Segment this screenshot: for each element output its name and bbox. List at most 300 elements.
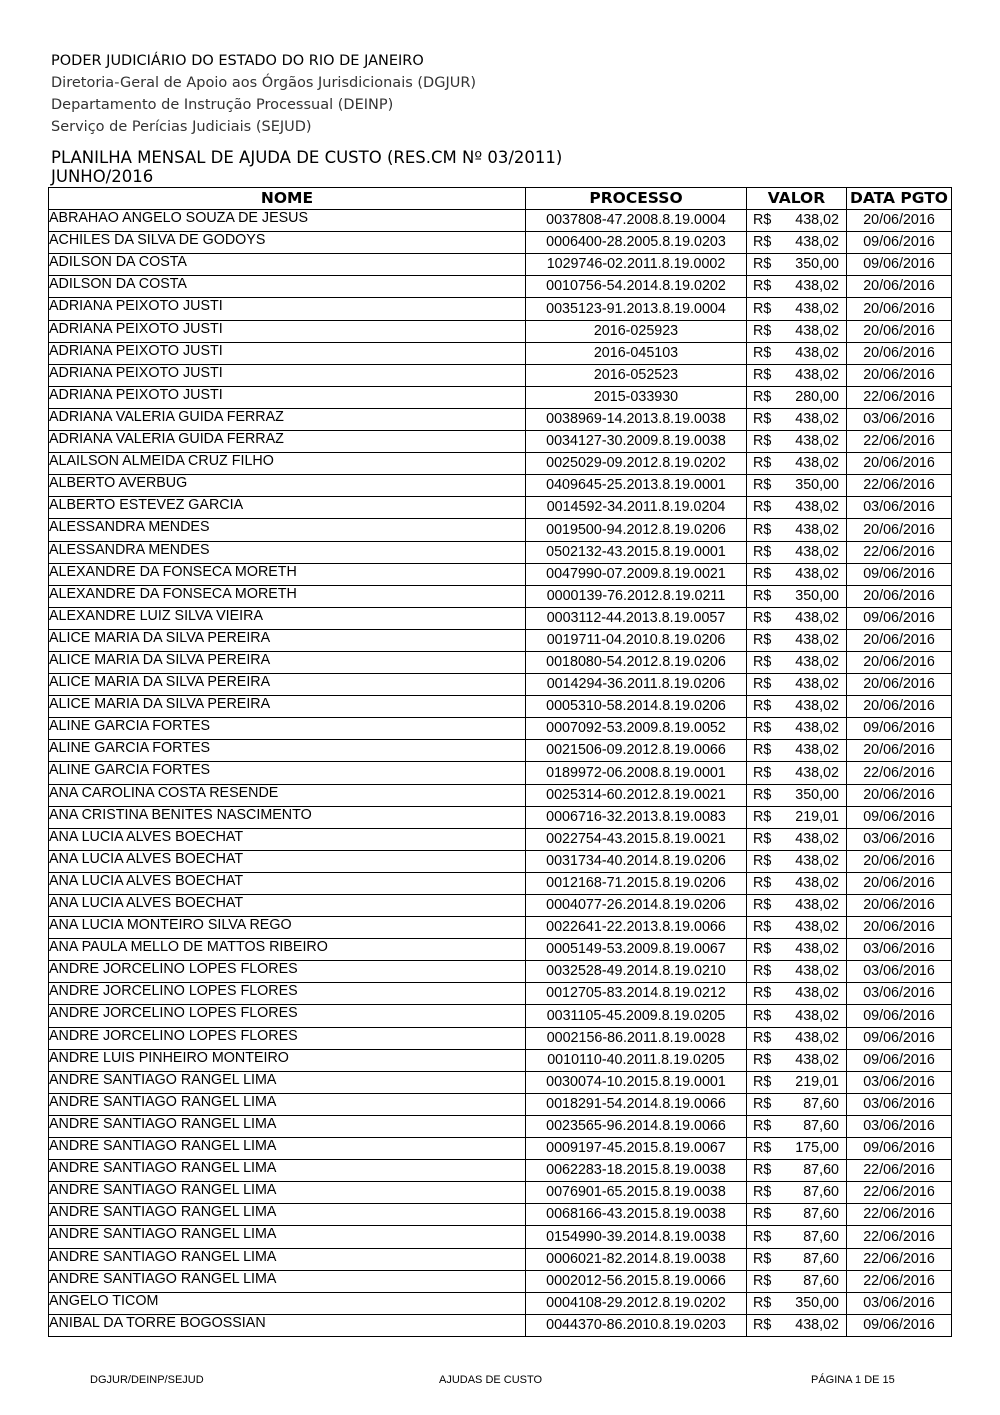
cell-nome: ADRIANA PEIXOTO JUSTI: [49, 364, 526, 386]
cell-data-pgto: 09/06/2016: [847, 1005, 952, 1027]
cell-valor: [747, 983, 847, 1005]
amount-value: 438,02: [795, 411, 839, 428]
amount-value: 350,00: [795, 786, 839, 803]
cell-data-pgto: 22/06/2016: [847, 1204, 952, 1226]
cell-processo: 0004077-26.2014.8.19.0206: [526, 895, 747, 917]
amount-value: 438,02: [795, 234, 839, 251]
table-row: [49, 1093, 952, 1115]
page-title: PLANILHA MENSAL DE AJUDA DE CUSTO (RES.CM Nº 03/2011): [51, 148, 563, 167]
currency-symbol: R$: [753, 698, 772, 715]
currency-symbol: R$: [753, 1206, 772, 1223]
cell-nome: ACHILES DA SILVA DE GODOYS: [49, 232, 526, 254]
cell-valor: [747, 1270, 847, 1292]
amount-value: 438,02: [795, 764, 839, 781]
cell-processo: 2016-052523: [526, 364, 747, 386]
cell-data-pgto: 20/06/2016: [847, 320, 952, 342]
cell-nome: ANDRE SANTIAGO RANGEL LIMA: [49, 1226, 526, 1248]
cell-data-pgto: 22/06/2016: [847, 762, 952, 784]
cell-processo: 0047990-07.2009.8.19.0021: [526, 563, 747, 585]
amount-value: 438,02: [795, 322, 839, 339]
table-row: [49, 386, 952, 408]
cell-valor: [747, 607, 847, 629]
cell-valor: [747, 895, 847, 917]
cell-nome: ANDRE SANTIAGO RANGEL LIMA: [49, 1071, 526, 1093]
table-row: [49, 762, 952, 784]
cell-data-pgto: 20/06/2016: [847, 298, 952, 320]
currency-symbol: R$: [753, 1007, 772, 1024]
cell-data-pgto: 20/06/2016: [847, 696, 952, 718]
cell-processo: 0019500-94.2012.8.19.0206: [526, 519, 747, 541]
col-header-processo: PROCESSO: [526, 188, 747, 210]
cell-processo: 0002156-86.2011.8.19.0028: [526, 1027, 747, 1049]
cell-processo: 0006400-28.2005.8.19.0203: [526, 232, 747, 254]
table-row: [49, 784, 952, 806]
cell-valor: [747, 210, 847, 232]
amount-value: 438,02: [795, 1051, 839, 1068]
cell-data-pgto: 20/06/2016: [847, 519, 952, 541]
currency-symbol: R$: [753, 1316, 772, 1333]
cell-nome: ANA LUCIA ALVES BOECHAT: [49, 850, 526, 872]
table-row: [49, 1027, 952, 1049]
currency-symbol: R$: [753, 1073, 772, 1090]
currency-symbol: R$: [753, 1029, 772, 1046]
amount-value: 87,60: [803, 1162, 839, 1179]
table-row: [49, 895, 952, 917]
cell-processo: 0035123-91.2013.8.19.0004: [526, 298, 747, 320]
currency-symbol: R$: [753, 455, 772, 472]
currency-symbol: R$: [753, 676, 772, 693]
cell-processo: 0032528-49.2014.8.19.0210: [526, 961, 747, 983]
cell-nome: ALBERTO AVERBUG: [49, 475, 526, 497]
cell-data-pgto: 03/06/2016: [847, 961, 952, 983]
cell-valor: [747, 651, 847, 673]
cell-data-pgto: 22/06/2016: [847, 1182, 952, 1204]
table-row: [49, 276, 952, 298]
cell-nome: ANA LUCIA ALVES BOECHAT: [49, 872, 526, 894]
cell-processo: 2015-033930: [526, 386, 747, 408]
cell-valor: [747, 872, 847, 894]
cell-processo: 0023565-96.2014.8.19.0066: [526, 1115, 747, 1137]
amount-value: 438,02: [795, 919, 839, 936]
cell-nome: ANA CAROLINA COSTA RESENDE: [49, 784, 526, 806]
currency-symbol: R$: [753, 764, 772, 781]
cell-valor: [747, 232, 847, 254]
amount-value: 438,02: [795, 654, 839, 671]
cell-nome: ANGELO TICOM: [49, 1292, 526, 1314]
amount-value: 87,60: [803, 1184, 839, 1201]
cell-data-pgto: 20/06/2016: [847, 210, 952, 232]
cell-valor: [747, 563, 847, 585]
cell-data-pgto: 03/06/2016: [847, 1292, 952, 1314]
table-row: [49, 917, 952, 939]
cell-processo: 0007092-53.2009.8.19.0052: [526, 718, 747, 740]
cell-valor: [747, 1027, 847, 1049]
cell-data-pgto: 09/06/2016: [847, 806, 952, 828]
currency-symbol: R$: [753, 499, 772, 516]
currency-symbol: R$: [753, 1140, 772, 1157]
amount-value: 87,60: [803, 1250, 839, 1267]
amount-value: 280,00: [795, 388, 839, 405]
cell-data-pgto: 03/06/2016: [847, 1115, 952, 1137]
footer-page-number: PÁGINA 1 DE 15: [811, 1374, 895, 1386]
cell-nome: ADRIANA PEIXOTO JUSTI: [49, 298, 526, 320]
cell-processo: 0004108-29.2012.8.19.0202: [526, 1292, 747, 1314]
cell-processo: 0018080-54.2012.8.19.0206: [526, 651, 747, 673]
cell-data-pgto: 22/06/2016: [847, 1248, 952, 1270]
amount-value: 438,02: [795, 455, 839, 472]
amount-value: 438,02: [795, 499, 839, 516]
amount-value: 438,02: [795, 344, 839, 361]
table-row: [49, 806, 952, 828]
cell-nome: ADILSON DA COSTA: [49, 254, 526, 276]
amount-value: 438,02: [795, 720, 839, 737]
cell-processo: 0010110-40.2011.8.19.0205: [526, 1049, 747, 1071]
amount-value: 350,00: [795, 256, 839, 273]
table-row: [49, 254, 952, 276]
cell-nome: ANDRE LUIS PINHEIRO MONTEIRO: [49, 1049, 526, 1071]
table-row: [49, 298, 952, 320]
currency-symbol: R$: [753, 411, 772, 428]
cell-data-pgto: 09/06/2016: [847, 1138, 952, 1160]
currency-symbol: R$: [753, 1184, 772, 1201]
cell-nome: ANDRE SANTIAGO RANGEL LIMA: [49, 1138, 526, 1160]
currency-symbol: R$: [753, 808, 772, 825]
currency-symbol: R$: [753, 433, 772, 450]
cell-processo: 0003112-44.2013.8.19.0057: [526, 607, 747, 629]
cell-valor: [747, 696, 847, 718]
cell-valor: [747, 1226, 847, 1248]
table-row: [49, 1160, 952, 1182]
cell-valor: [747, 1093, 847, 1115]
cell-nome: ADRIANA VALERIA GUIDA FERRAZ: [49, 431, 526, 453]
cell-data-pgto: 20/06/2016: [847, 917, 952, 939]
cell-data-pgto: 20/06/2016: [847, 364, 952, 386]
amount-value: 350,00: [795, 587, 839, 604]
cell-valor: [747, 1160, 847, 1182]
table-row: [49, 519, 952, 541]
amount-value: 438,02: [795, 742, 839, 759]
col-header-nome: NOME: [49, 188, 526, 210]
currency-symbol: R$: [753, 388, 772, 405]
header-directorate: Diretoria-Geral de Apoio aos Órgãos Jurisdicionais (DGJUR): [51, 75, 477, 91]
cell-processo: 0022754-43.2015.8.19.0021: [526, 828, 747, 850]
currency-symbol: R$: [753, 477, 772, 494]
table-row: [49, 1005, 952, 1027]
currency-symbol: R$: [753, 609, 772, 626]
cell-processo: 0006716-32.2013.8.19.0083: [526, 806, 747, 828]
currency-symbol: R$: [753, 1118, 772, 1135]
cell-valor: [747, 364, 847, 386]
cell-processo: 0409645-25.2013.8.19.0001: [526, 475, 747, 497]
cell-valor: [747, 850, 847, 872]
cell-nome: ANDRE SANTIAGO RANGEL LIMA: [49, 1182, 526, 1204]
cell-processo: 0022641-22.2013.8.19.0066: [526, 917, 747, 939]
cell-processo: 0031105-45.2009.8.19.0205: [526, 1005, 747, 1027]
amount-value: 438,02: [795, 609, 839, 626]
currency-symbol: R$: [753, 742, 772, 759]
cell-data-pgto: 20/06/2016: [847, 629, 952, 651]
currency-symbol: R$: [753, 852, 772, 869]
cell-processo: 0154990-39.2014.8.19.0038: [526, 1226, 747, 1248]
cell-valor: [747, 740, 847, 762]
table-row: [49, 1226, 952, 1248]
table-row: [49, 850, 952, 872]
amount-value: 87,60: [803, 1095, 839, 1112]
table-row: [49, 939, 952, 961]
cell-processo: 0014294-36.2011.8.19.0206: [526, 674, 747, 696]
cell-nome: ALEXANDRE DA FONSECA MORETH: [49, 585, 526, 607]
cell-processo: 0189972-06.2008.8.19.0001: [526, 762, 747, 784]
table-header-row: [49, 188, 952, 210]
cell-processo: 0010756-54.2014.8.19.0202: [526, 276, 747, 298]
amount-value: 438,02: [795, 676, 839, 693]
cell-data-pgto: 22/06/2016: [847, 1270, 952, 1292]
cell-processo: 0021506-09.2012.8.19.0066: [526, 740, 747, 762]
table-row: [49, 872, 952, 894]
table-row: [49, 563, 952, 585]
cell-processo: 0019711-04.2010.8.19.0206: [526, 629, 747, 651]
footer-center: AJUDAS DE CUSTO: [439, 1374, 543, 1386]
footer-left: DGJUR/DEINP/SEJUD: [90, 1374, 204, 1386]
table-row: [49, 718, 952, 740]
cell-valor: [747, 585, 847, 607]
cell-nome: ALICE MARIA DA SILVA PEREIRA: [49, 674, 526, 696]
currency-symbol: R$: [753, 1250, 772, 1267]
cell-data-pgto: 20/06/2016: [847, 276, 952, 298]
cell-data-pgto: 09/06/2016: [847, 1314, 952, 1336]
amount-value: 438,02: [795, 897, 839, 914]
cell-valor: [747, 254, 847, 276]
cell-processo: 0062283-18.2015.8.19.0038: [526, 1160, 747, 1182]
cell-data-pgto: 09/06/2016: [847, 1027, 952, 1049]
cell-data-pgto: 20/06/2016: [847, 585, 952, 607]
amount-value: 87,60: [803, 1272, 839, 1289]
cell-nome: ALICE MARIA DA SILVA PEREIRA: [49, 629, 526, 651]
table-row: [49, 629, 952, 651]
cell-nome: ANDRE JORCELINO LOPES FLORES: [49, 961, 526, 983]
cell-valor: [747, 939, 847, 961]
amount-value: 438,02: [795, 543, 839, 560]
amount-value: 87,60: [803, 1118, 839, 1135]
amount-value: 350,00: [795, 477, 839, 494]
amount-value: 438,02: [795, 1316, 839, 1333]
cell-nome: ALINE GARCIA FORTES: [49, 740, 526, 762]
amount-value: 438,02: [795, 278, 839, 295]
cell-data-pgto: 20/06/2016: [847, 872, 952, 894]
cell-data-pgto: 09/06/2016: [847, 1049, 952, 1071]
amount-value: 219,01: [795, 808, 839, 825]
table-row: [49, 1071, 952, 1093]
currency-symbol: R$: [753, 786, 772, 803]
currency-symbol: R$: [753, 278, 772, 295]
cell-nome: ANDRE SANTIAGO RANGEL LIMA: [49, 1160, 526, 1182]
amount-value: 438,02: [795, 521, 839, 538]
cell-nome: ADRIANA PEIXOTO JUSTI: [49, 342, 526, 364]
table-row: [49, 1115, 952, 1137]
cell-valor: [747, 298, 847, 320]
cell-nome: ALESSANDRA MENDES: [49, 541, 526, 563]
cell-nome: ALICE MARIA DA SILVA PEREIRA: [49, 651, 526, 673]
currency-symbol: R$: [753, 234, 772, 251]
col-header-valor: VALOR: [747, 188, 847, 210]
cell-nome: ALINE GARCIA FORTES: [49, 718, 526, 740]
cell-valor: [747, 1182, 847, 1204]
cell-nome: ALICE MARIA DA SILVA PEREIRA: [49, 696, 526, 718]
table-row: [49, 607, 952, 629]
cell-nome: ALEXANDRE LUIZ SILVA VIEIRA: [49, 607, 526, 629]
currency-symbol: R$: [753, 565, 772, 582]
cell-valor: [747, 1204, 847, 1226]
cell-processo: 0006021-82.2014.8.19.0038: [526, 1248, 747, 1270]
cell-data-pgto: 20/06/2016: [847, 784, 952, 806]
amount-value: 87,60: [803, 1206, 839, 1223]
cell-valor: [747, 917, 847, 939]
cell-data-pgto: 09/06/2016: [847, 254, 952, 276]
cell-processo: 0044370-86.2010.8.19.0203: [526, 1314, 747, 1336]
cell-nome: ANDRE JORCELINO LOPES FLORES: [49, 1027, 526, 1049]
amount-value: 438,02: [795, 985, 839, 1002]
cell-processo: 0037808-47.2008.8.19.0004: [526, 210, 747, 232]
cell-data-pgto: 03/06/2016: [847, 1071, 952, 1093]
table-row: [49, 1292, 952, 1314]
cell-data-pgto: 20/06/2016: [847, 651, 952, 673]
cell-nome: ALBERTO ESTEVEZ GARCIA: [49, 497, 526, 519]
amount-value: 438,02: [795, 565, 839, 582]
amount-value: 438,02: [795, 300, 839, 317]
table-row: [49, 828, 952, 850]
amount-value: 350,00: [795, 1294, 839, 1311]
table-row: [49, 431, 952, 453]
table-row: [49, 364, 952, 386]
amount-value: 438,02: [795, 1029, 839, 1046]
amount-value: 438,02: [795, 852, 839, 869]
currency-symbol: R$: [753, 919, 772, 936]
cell-valor: [747, 784, 847, 806]
header-department: Departamento de Instrução Processual (DEINP): [51, 97, 394, 113]
amount-value: 175,00: [795, 1140, 839, 1157]
currency-symbol: R$: [753, 654, 772, 671]
cell-processo: 0038969-14.2013.8.19.0038: [526, 408, 747, 430]
cell-nome: ALEXANDRE DA FONSECA MORETH: [49, 563, 526, 585]
amount-value: 438,02: [795, 631, 839, 648]
table-row: [49, 1138, 952, 1160]
cell-data-pgto: 03/06/2016: [847, 1093, 952, 1115]
table-row: [49, 1314, 952, 1336]
currency-symbol: R$: [753, 875, 772, 891]
cell-processo: 0009197-45.2015.8.19.0067: [526, 1138, 747, 1160]
cell-valor: [747, 718, 847, 740]
cell-valor: [747, 806, 847, 828]
table-row: [49, 585, 952, 607]
currency-symbol: R$: [753, 897, 772, 914]
cell-valor: [747, 1115, 847, 1137]
currency-symbol: R$: [753, 1228, 772, 1245]
cell-processo: 0014592-34.2011.8.19.0204: [526, 497, 747, 519]
amount-value: 438,02: [795, 433, 839, 450]
cell-processo: 0502132-43.2015.8.19.0001: [526, 541, 747, 563]
cell-nome: ANDRE SANTIAGO RANGEL LIMA: [49, 1270, 526, 1292]
cell-nome: ANDRE SANTIAGO RANGEL LIMA: [49, 1248, 526, 1270]
currency-symbol: R$: [753, 963, 772, 980]
cell-nome: ADILSON DA COSTA: [49, 276, 526, 298]
currency-symbol: R$: [753, 300, 772, 317]
cell-nome: ANA LUCIA MONTEIRO SILVA REGO: [49, 917, 526, 939]
amount-value: 438,02: [795, 875, 839, 891]
cell-nome: ALAILSON ALMEIDA CRUZ FILHO: [49, 453, 526, 475]
cell-valor: [747, 674, 847, 696]
currency-symbol: R$: [753, 366, 772, 383]
cell-valor: [747, 1248, 847, 1270]
cell-processo: 0068166-43.2015.8.19.0038: [526, 1204, 747, 1226]
cell-processo: 0025314-60.2012.8.19.0021: [526, 784, 747, 806]
cell-data-pgto: 03/06/2016: [847, 983, 952, 1005]
cell-valor: [747, 320, 847, 342]
cell-data-pgto: 20/06/2016: [847, 453, 952, 475]
cell-valor: [747, 1314, 847, 1336]
cell-processo: 0031734-40.2014.8.19.0206: [526, 850, 747, 872]
cell-valor: [747, 386, 847, 408]
cell-nome: ALESSANDRA MENDES: [49, 519, 526, 541]
table-row: [49, 1270, 952, 1292]
currency-symbol: R$: [753, 1051, 772, 1068]
currency-symbol: R$: [753, 1272, 772, 1289]
cell-data-pgto: 09/06/2016: [847, 718, 952, 740]
amount-value: 438,02: [795, 698, 839, 715]
cell-nome: ABRAHAO ANGELO SOUZA DE JESUS: [49, 210, 526, 232]
cell-data-pgto: 20/06/2016: [847, 740, 952, 762]
table-row: [49, 232, 952, 254]
cell-data-pgto: 22/06/2016: [847, 541, 952, 563]
cell-data-pgto: 20/06/2016: [847, 895, 952, 917]
cell-data-pgto: 09/06/2016: [847, 232, 952, 254]
header-court: PODER JUDICIÁRIO DO ESTADO DO RIO DE JANEIRO: [51, 53, 424, 69]
cell-nome: ANDRE SANTIAGO RANGEL LIMA: [49, 1204, 526, 1226]
cell-data-pgto: 22/06/2016: [847, 475, 952, 497]
currency-symbol: R$: [753, 631, 772, 648]
cell-valor: [747, 1071, 847, 1093]
currency-symbol: R$: [753, 1294, 772, 1311]
cell-data-pgto: 22/06/2016: [847, 386, 952, 408]
amount-value: 438,02: [795, 366, 839, 383]
cell-processo: 2016-045103: [526, 342, 747, 364]
amount-value: 438,02: [795, 1007, 839, 1024]
cell-nome: ANDRE JORCELINO LOPES FLORES: [49, 983, 526, 1005]
amount-value: 219,01: [795, 1073, 839, 1090]
currency-symbol: R$: [753, 212, 772, 229]
cell-nome: ADRIANA VALERIA GUIDA FERRAZ: [49, 408, 526, 430]
document-header: [51, 50, 476, 138]
cell-valor: [747, 762, 847, 784]
currency-symbol: R$: [753, 256, 772, 273]
page-month: JUNHO/2016: [51, 167, 154, 186]
table-row: [49, 696, 952, 718]
cell-valor: [747, 828, 847, 850]
table-row: [49, 651, 952, 673]
payments-table: [48, 187, 952, 1337]
cell-nome: ANA LUCIA ALVES BOECHAT: [49, 828, 526, 850]
cell-processo: 0030074-10.2015.8.19.0001: [526, 1071, 747, 1093]
currency-symbol: R$: [753, 322, 772, 339]
table-body: [49, 210, 952, 1337]
table-row: [49, 408, 952, 430]
col-header-data-pgto: DATA PGTO: [847, 188, 952, 210]
cell-valor: [747, 541, 847, 563]
cell-data-pgto: 22/06/2016: [847, 1160, 952, 1182]
amount-value: 438,02: [795, 212, 839, 229]
cell-data-pgto: 03/06/2016: [847, 828, 952, 850]
cell-nome: ANDRE SANTIAGO RANGEL LIMA: [49, 1115, 526, 1137]
header-service: Serviço de Perícias Judiciais (SEJUD): [51, 119, 312, 135]
